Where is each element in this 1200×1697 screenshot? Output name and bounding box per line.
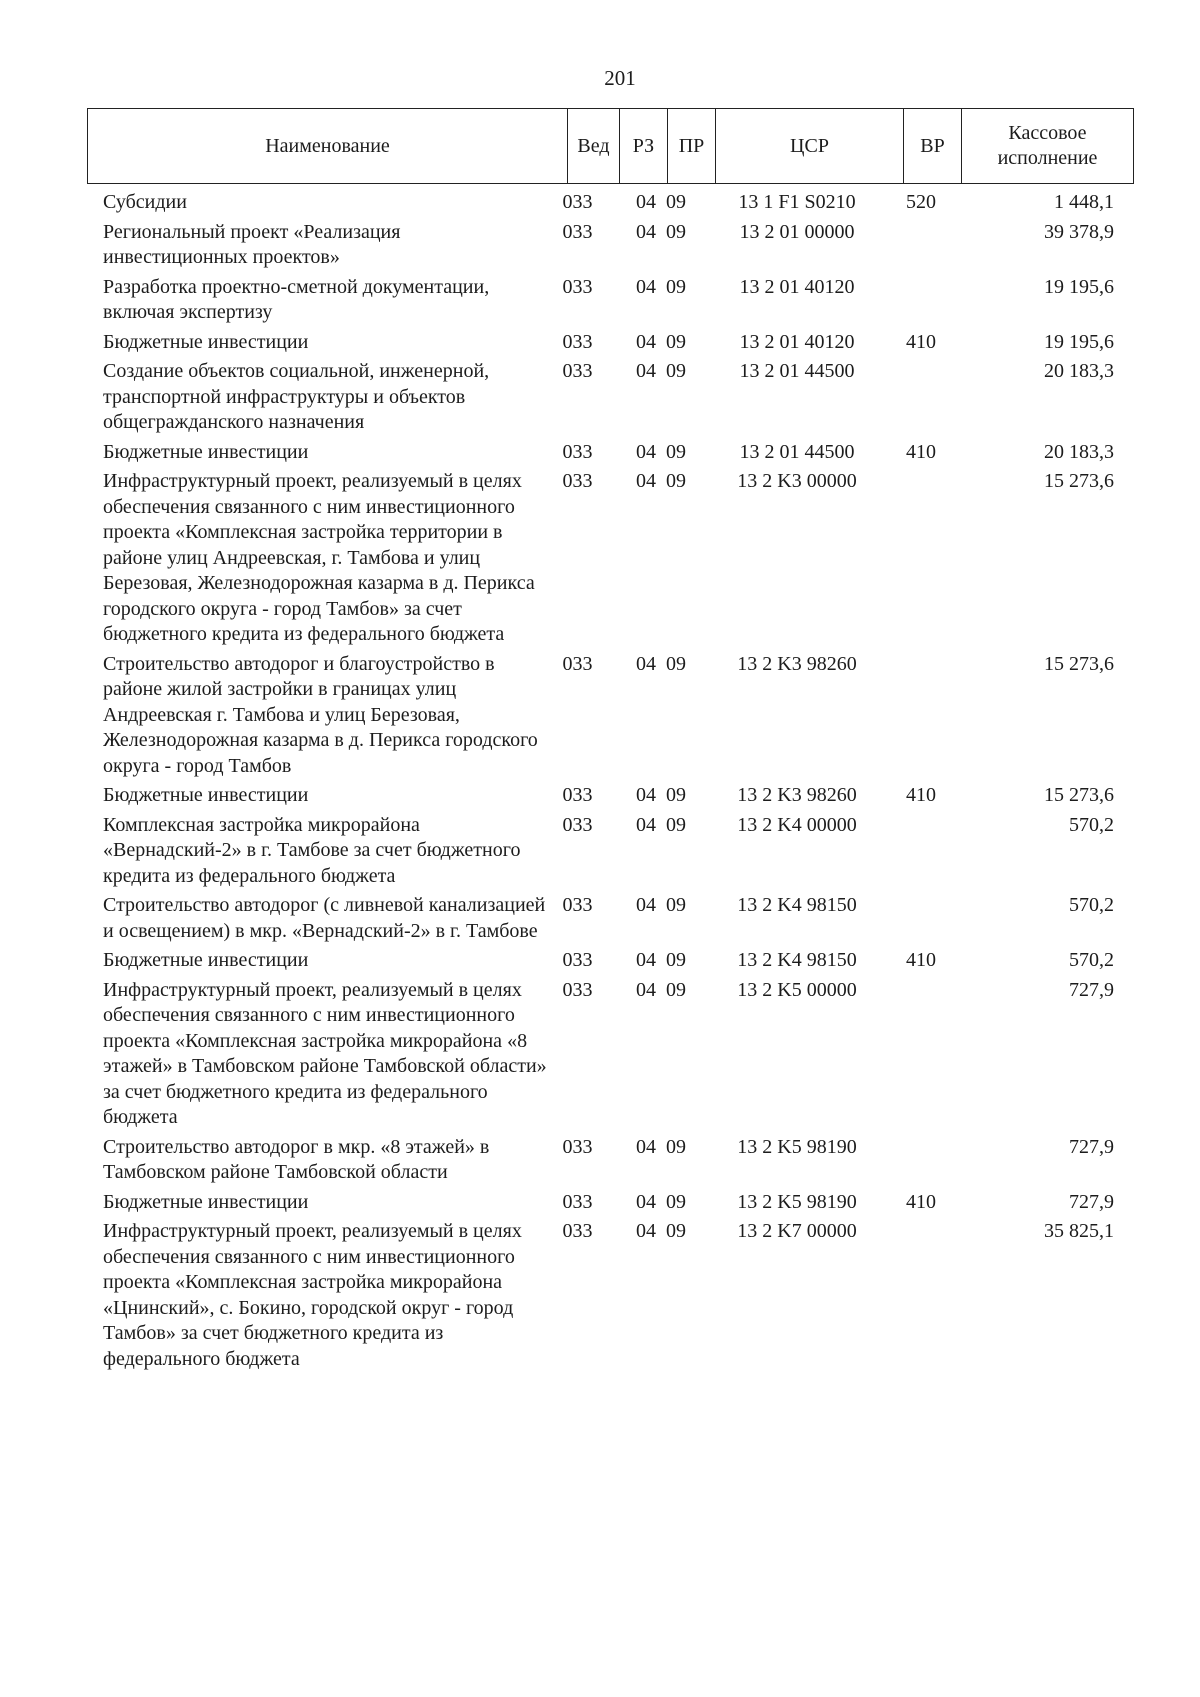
- row-name: Инфраструктурный проект, реализуемый в целях обеспечения связанного с ним инвестиционного проекта «Комплексная застройка микрорайона «Цнинский», с. Бокино, городской округ - город Тамбов» за счет бюджетного кредита из федерального бюджета: [103, 1220, 522, 1370]
- row-ved: 033: [562, 220, 593, 243]
- row-name: Региональный проект «Реализация инвестиционных проектов»: [103, 220, 401, 268]
- row-rz: 04: [636, 191, 656, 213]
- row-pr: 09: [666, 813, 686, 836]
- row-pr: 09: [666, 1135, 686, 1158]
- table-row: [87, 1219, 1120, 1376]
- row-pr: 09: [666, 652, 686, 675]
- row-csr: 13 2 K5 00000: [737, 978, 857, 1001]
- row-sum: 19 195,6: [1044, 330, 1114, 353]
- row-rz: 04: [636, 652, 656, 675]
- row-name: Комплексная застройка микрорайона «Вернадский-2» в г. Тамбове за счет бюджетного кредита из федерального бюджета: [103, 813, 521, 887]
- row-csr: 13 2 01 44500: [739, 360, 855, 382]
- row-csr: 13 2 01 00000: [739, 220, 855, 243]
- row-rz: 04: [636, 894, 656, 916]
- row-sum: 570,2: [1069, 813, 1114, 836]
- table-header: [87, 108, 1134, 184]
- row-ved: 033: [562, 652, 593, 675]
- row-name: Строительство автодорог и благоустройство в районе жилой застройки в границах улиц Андреевская г. Тамбова и улиц Березовая, Железнодорожная казарма в д. Перикса городского округа - город Тамбов: [103, 652, 538, 777]
- table-row: [87, 440, 1120, 470]
- table-row: [87, 330, 1120, 360]
- page-number: 201: [604, 66, 636, 90]
- row-rz: 04: [636, 275, 656, 298]
- header-sum: Кассовое исполнение: [962, 109, 1134, 184]
- table-row: [87, 783, 1120, 813]
- row-csr: 13 2 K3 00000: [737, 470, 857, 492]
- row-pr: 09: [666, 470, 686, 492]
- table-row: [87, 948, 1120, 978]
- row-ved: 033: [562, 949, 593, 971]
- header-csr: ЦСР: [716, 109, 904, 184]
- row-vr: 410: [906, 784, 936, 806]
- row-pr: 09: [666, 191, 686, 213]
- header-pr: ПР: [668, 109, 716, 184]
- row-vr: [892, 978, 950, 1135]
- header-name: Наименование: [88, 109, 568, 184]
- row-rz: 04: [636, 220, 656, 243]
- row-sum: 15 273,6: [1044, 470, 1114, 492]
- row-name: Бюджетные инвестиции: [103, 330, 309, 353]
- row-csr: 13 1 F1 S0210: [738, 191, 856, 213]
- row-name: Инфраструктурный проект, реализуемый в целях обеспечения связанного с ним инвестиционного проекта «Комплексная застройка микрорайона «8 этажей» в Тамбовском районе Тамбовской области» за счет бюджетного кредита из федерального бюджета: [103, 978, 547, 1128]
- row-ved: 033: [562, 440, 593, 463]
- row-name: Бюджетные инвестиции: [103, 1190, 309, 1213]
- row-pr: 09: [666, 978, 686, 1001]
- row-rz: 04: [636, 470, 656, 492]
- row-sum: 727,9: [1069, 1190, 1114, 1213]
- table-body: [87, 190, 1120, 1376]
- row-csr: 13 2 K4 98150: [737, 894, 857, 916]
- header-ved: Вед: [568, 109, 620, 184]
- row-pr: 09: [666, 1220, 686, 1242]
- row-name: Строительство автодорог в мкр. «8 этажей» в Тамбовском районе Тамбовской области: [103, 1135, 490, 1183]
- row-ved: 033: [562, 894, 593, 916]
- table-row: [87, 220, 1120, 275]
- row-sum: 570,2: [1069, 894, 1114, 916]
- row-rz: 04: [636, 360, 656, 382]
- row-sum: 20 183,3: [1044, 440, 1114, 463]
- row-name: Строительство автодорог (с ливневой канализацией и освещением) в мкр. «Вернадский-2» в г. Тамбове: [103, 894, 546, 942]
- row-vr: 410: [906, 949, 936, 971]
- row-csr: 13 2 01 40120: [739, 275, 855, 298]
- row-sum: 1 448,1: [1054, 191, 1114, 213]
- row-rz: 04: [636, 330, 656, 353]
- row-name: Инфраструктурный проект, реализуемый в целях обеспечения связанного с ним инвестиционного проекта «Комплексная застройка территории в районе улиц Андреевская, г. Тамбова и улиц Березовая, Железнодорожная казарма в д. Перикса городского округа - город Тамбов» за счет бюджетного кредита из федерального бюджета: [103, 470, 535, 645]
- table-row: [87, 469, 1120, 652]
- table-row: [87, 652, 1120, 784]
- row-ved: 033: [562, 1190, 593, 1213]
- row-rz: 04: [636, 1135, 656, 1158]
- row-vr: 410: [906, 440, 936, 463]
- row-sum: 19 195,6: [1044, 275, 1114, 298]
- row-vr: [892, 275, 950, 330]
- row-vr: [892, 813, 950, 894]
- row-ved: 033: [562, 978, 593, 1001]
- row-vr: 410: [906, 330, 936, 353]
- row-csr: 13 2 K5 98190: [737, 1135, 857, 1158]
- row-sum: 15 273,6: [1044, 652, 1114, 675]
- table-row: [87, 275, 1120, 330]
- row-name: Субсидии: [103, 191, 187, 213]
- row-rz: 04: [636, 978, 656, 1001]
- row-name: Бюджетные инвестиции: [103, 784, 309, 806]
- table-row: [87, 190, 1120, 220]
- header-vr: ВР: [904, 109, 962, 184]
- row-pr: 09: [666, 784, 686, 806]
- row-ved: 033: [562, 1220, 593, 1242]
- row-rz: 04: [636, 440, 656, 463]
- row-vr: 520: [906, 191, 936, 213]
- row-csr: 13 2 01 40120: [739, 330, 855, 353]
- row-vr: [892, 652, 950, 784]
- row-sum: 570,2: [1069, 949, 1114, 971]
- row-rz: 04: [636, 1190, 656, 1213]
- row-ved: 033: [562, 1135, 593, 1158]
- row-vr: 410: [906, 1190, 936, 1213]
- row-name: Создание объектов социальной, инженерной, транспортной инфраструктуры и объектов общегражданского назначения: [103, 360, 490, 433]
- table-row: [87, 1135, 1120, 1190]
- row-name: Бюджетные инвестиции: [103, 949, 309, 971]
- row-sum: 39 378,9: [1044, 220, 1114, 243]
- row-ved: 033: [562, 784, 593, 806]
- row-pr: 09: [666, 220, 686, 243]
- table-row: [87, 1190, 1120, 1220]
- row-ved: 033: [562, 275, 593, 298]
- row-csr: 13 2 K4 98150: [737, 949, 857, 971]
- row-sum: 727,9: [1069, 978, 1114, 1001]
- row-rz: 04: [636, 1220, 656, 1242]
- row-vr: [892, 893, 950, 948]
- row-csr: 13 2 K3 98260: [737, 784, 857, 806]
- row-pr: 09: [666, 894, 686, 916]
- row-sum: 20 183,3: [1044, 360, 1114, 382]
- row-csr: 13 2 K7 00000: [737, 1220, 857, 1242]
- row-name: Бюджетные инвестиции: [103, 440, 309, 463]
- table-row: [87, 813, 1120, 894]
- row-vr: [892, 220, 950, 275]
- row-csr: 13 2 01 44500: [739, 440, 855, 463]
- row-pr: 09: [666, 275, 686, 298]
- row-rz: 04: [636, 784, 656, 806]
- table-row: [87, 359, 1120, 440]
- row-ved: 033: [562, 470, 593, 492]
- table-row: [87, 893, 1120, 948]
- row-rz: 04: [636, 949, 656, 971]
- row-rz: 04: [636, 813, 656, 836]
- row-pr: 09: [666, 330, 686, 353]
- row-csr: 13 2 K4 00000: [737, 813, 857, 836]
- row-vr: [892, 469, 950, 652]
- header-rz: РЗ: [620, 109, 668, 184]
- row-pr: 09: [666, 1190, 686, 1213]
- row-csr: 13 2 K5 98190: [737, 1190, 857, 1213]
- row-sum: 15 273,6: [1044, 784, 1114, 806]
- row-sum: 35 825,1: [1044, 1220, 1114, 1242]
- table-row: [87, 978, 1120, 1135]
- row-ved: 033: [562, 813, 593, 836]
- row-pr: 09: [666, 360, 686, 382]
- row-name: Разработка проектно-сметной документации, включая экспертизу: [103, 275, 490, 323]
- row-sum: 727,9: [1069, 1135, 1114, 1158]
- row-ved: 033: [562, 191, 593, 213]
- row-ved: 033: [562, 330, 593, 353]
- row-pr: 09: [666, 949, 686, 971]
- row-vr: [892, 359, 950, 440]
- row-ved: 033: [562, 360, 593, 382]
- row-pr: 09: [666, 440, 686, 463]
- row-vr: [892, 1219, 950, 1376]
- row-vr: [892, 1135, 950, 1190]
- row-csr: 13 2 K3 98260: [737, 652, 857, 675]
